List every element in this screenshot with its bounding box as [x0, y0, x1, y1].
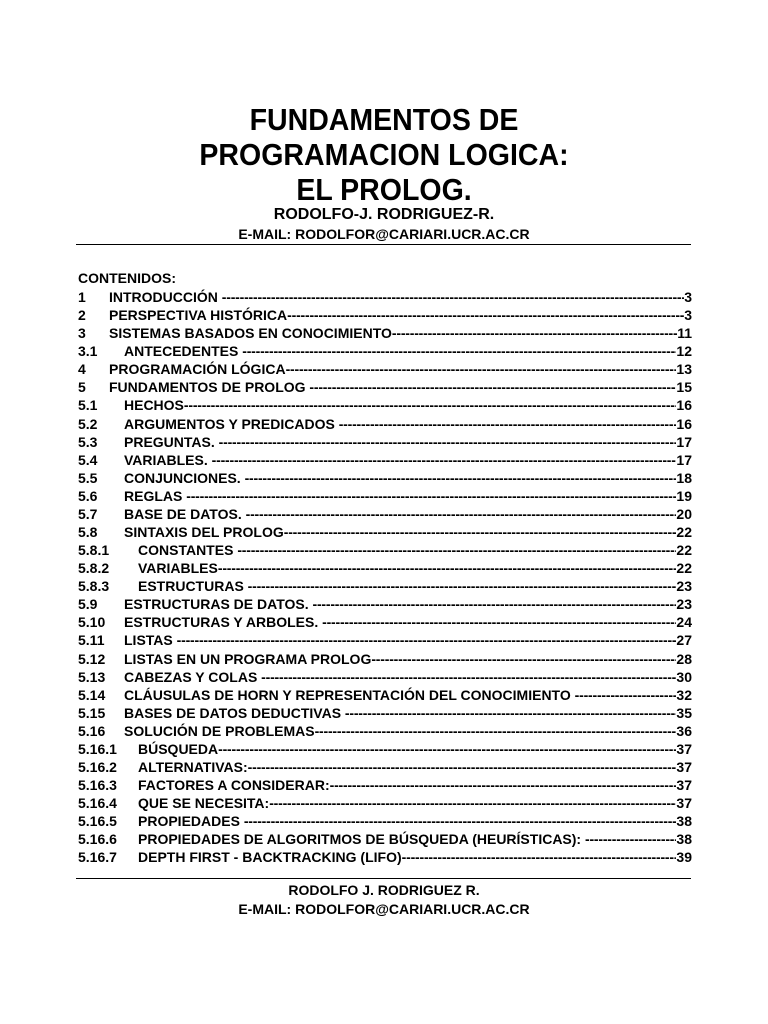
toc-entry-leader — [339, 415, 677, 433]
toc-entry-title: SISTEMAS BASADOS EN CONOCIMIENTO — [109, 325, 392, 342]
toc-entry-number: 3 — [78, 325, 86, 342]
footer-author: RODOLFO J. RODRIGUEZ R. — [288, 882, 480, 898]
toc-entry-page: 24 — [676, 614, 692, 631]
toc-entry-leader — [392, 324, 677, 342]
header-divider — [76, 244, 691, 245]
toc-entry-leader — [248, 758, 677, 776]
toc-entry — [78, 758, 692, 776]
table-of-contents — [78, 288, 692, 867]
toc-entry-leader — [246, 505, 677, 523]
toc-entry-title: PROPIEDADES — [138, 813, 244, 830]
toc-entry-title: VARIABLES. — [124, 451, 212, 468]
toc-entry-title: PREGUNTAS. — [124, 433, 219, 450]
toc-entry — [78, 523, 692, 541]
toc-entry — [78, 830, 692, 848]
toc-entry-leader — [244, 812, 677, 830]
toc-entry-page: 36 — [676, 722, 692, 739]
toc-entry — [78, 848, 692, 866]
toc-entry-leader — [219, 433, 677, 451]
toc-entry-title: INTRODUCCIÓN — [109, 289, 222, 305]
toc-entry-number: 5.12 — [78, 650, 106, 667]
toc-entry-title: BÚSQUEDA — [138, 740, 219, 757]
toc-entry-leader — [269, 794, 676, 812]
toc-entry-title: ARGUMENTOS Y PREDICADOS — [124, 415, 339, 432]
toc-entry — [78, 306, 692, 324]
toc-entry-page: 19 — [676, 487, 692, 504]
toc-entry — [78, 740, 692, 758]
toc-entry-number: 5.16 — [78, 722, 106, 739]
toc-entry — [78, 378, 692, 396]
toc-entry-page: 38 — [676, 831, 692, 848]
toc-entry — [78, 559, 692, 577]
toc-entry — [78, 812, 692, 830]
toc-entry-title: PROGRAMACIÓN LÓGICA — [109, 361, 286, 378]
toc-entry-leader — [248, 577, 677, 595]
toc-entry — [78, 451, 692, 469]
toc-entry — [78, 288, 692, 306]
toc-entry-leader — [313, 595, 677, 613]
toc-entry — [78, 541, 692, 559]
toc-entry-number: 2 — [78, 307, 86, 324]
toc-entry-title: CLÁUSULAS DE HORN Y REPRESENTACIÓN DEL CONOCIMIENTO — [124, 686, 575, 703]
toc-entry-number: 5.9 — [78, 596, 98, 613]
author-name: RODOLFO-J. RODRIGUEZ-R. — [273, 206, 495, 223]
toc-entry — [78, 595, 692, 613]
toc-entry-number: 5.8.2 — [78, 560, 110, 577]
toc-entry-number: 5.5 — [78, 469, 98, 486]
title-line-1: FUNDAMENTOS DE — [249, 102, 519, 137]
toc-entry-number: 5.14 — [78, 686, 106, 703]
toc-entry-number: 5.11 — [78, 632, 105, 649]
toc-entry-page: 3 — [684, 307, 692, 324]
toc-entry — [78, 396, 692, 414]
toc-entry-leader — [261, 668, 676, 686]
toc-entry-title: PROPIEDADES DE ALGORITMOS DE BÚSQUEDA (HEURÍSTICAS): — [138, 831, 585, 848]
toc-entry-page: 35 — [676, 704, 692, 721]
title-line-2: PROGRAMACION LOGICA: — [199, 137, 569, 172]
toc-entry-number: 5.8.1 — [78, 542, 110, 559]
toc-entry — [78, 342, 692, 360]
toc-entry-title: CABEZAS Y COLAS — [124, 668, 262, 685]
toc-entry-leader — [585, 830, 676, 848]
toc-entry-page: 16 — [676, 397, 692, 414]
toc-entry-title: ESTRUCTURAS Y ARBOLES. — [124, 614, 323, 631]
contents-heading: CONTENIDOS: — [78, 270, 176, 286]
toc-entry-number: 3.1 — [78, 343, 98, 360]
footer-divider — [76, 878, 691, 879]
toc-entry-title: SOLUCIÓN DE PROBLEMAS — [124, 722, 315, 739]
toc-entry-page: 3 — [684, 289, 692, 305]
toc-entry-number: 1 — [78, 289, 86, 305]
toc-entry-leader — [402, 848, 677, 866]
toc-entry-number: 4 — [78, 361, 86, 378]
toc-entry-leader — [287, 306, 684, 324]
toc-entry-leader — [177, 631, 677, 649]
toc-entry-leader — [345, 704, 677, 722]
toc-entry-page: 30 — [676, 668, 692, 685]
toc-entry-page: 37 — [676, 795, 692, 812]
toc-entry — [78, 324, 692, 342]
toc-entry-number: 5.8.3 — [78, 578, 110, 595]
toc-entry-title: REGLAS — [124, 487, 187, 504]
toc-entry-leader — [315, 722, 677, 740]
toc-entry-number: 5.10 — [78, 614, 106, 631]
toc-entry-title: HECHOS — [124, 397, 184, 414]
toc-entry-page: 32 — [676, 686, 692, 703]
toc-entry-page: 18 — [676, 469, 692, 486]
toc-entry-title: SINTAXIS DEL PROLOG — [124, 524, 284, 541]
toc-entry — [78, 704, 692, 722]
toc-entry — [78, 668, 692, 686]
toc-entry — [78, 776, 692, 794]
toc-entry-page: 22 — [676, 542, 692, 559]
toc-entry-number: 5.16.5 — [78, 813, 117, 830]
toc-entry-title: FUNDAMENTOS DE PROLOG — [109, 379, 310, 396]
toc-entry-number: 5.8 — [78, 524, 98, 541]
toc-entry-title: FACTORES A CONSIDERAR: — [138, 777, 330, 794]
toc-entry-number: 5.2 — [78, 415, 98, 432]
toc-entry-title: BASE DE DATOS. — [124, 505, 246, 522]
toc-entry-leader — [284, 523, 677, 541]
toc-entry-page: 38 — [676, 813, 692, 830]
toc-entry-page: 28 — [676, 650, 692, 667]
toc-entry-page: 37 — [676, 759, 692, 776]
toc-entry-leader — [218, 559, 677, 577]
toc-entry — [78, 487, 692, 505]
toc-entry-title: LISTAS — [124, 632, 177, 649]
toc-entry-page: 22 — [676, 524, 692, 541]
toc-entry-title: VARIABLES — [138, 560, 218, 577]
toc-entry-number: 5.16.7 — [78, 849, 117, 866]
toc-entry — [78, 433, 692, 451]
toc-entry-page: 17 — [676, 451, 692, 468]
toc-entry-page: 17 — [676, 433, 692, 450]
toc-entry-title: BASES DE DATOS DEDUCTIVAS — [124, 704, 345, 721]
toc-entry-leader — [212, 451, 677, 469]
toc-entry-number: 5.3 — [78, 433, 98, 450]
toc-entry-title: CONSTANTES — [138, 542, 238, 559]
toc-entry-page: 11 — [677, 325, 692, 342]
toc-entry-leader — [184, 396, 677, 414]
toc-entry-number: 5.1 — [78, 397, 98, 414]
toc-entry-page: 23 — [676, 578, 692, 595]
toc-entry-leader — [575, 686, 677, 704]
toc-entry — [78, 722, 692, 740]
toc-entry-number: 5.4 — [78, 451, 98, 468]
toc-entry-title: QUE SE NECESITA: — [138, 795, 270, 812]
footer-email: E-MAIL: RODOLFOR@CARIARI.UCR.AC.CR — [238, 901, 530, 917]
toc-entry — [78, 577, 692, 595]
toc-entry-number: 5.13 — [78, 668, 106, 685]
author-email: E-MAIL: RODOLFOR@CARIARI.UCR.AC.CR — [238, 226, 530, 242]
toc-entry-leader — [286, 360, 677, 378]
toc-entry-number: 5.6 — [78, 487, 98, 504]
toc-entry — [78, 415, 692, 433]
toc-entry-leader — [218, 740, 676, 758]
toc-entry — [78, 794, 692, 812]
toc-entry-page: 37 — [676, 740, 692, 757]
toc-entry-page: 15 — [676, 379, 692, 396]
toc-entry-page: 22 — [676, 560, 692, 577]
toc-entry-title: PERSPECTIVA HISTÓRICA — [109, 307, 288, 324]
toc-entry-leader — [237, 541, 676, 559]
toc-entry-title: DEPTH FIRST - BACKTRACKING (LIFO) — [138, 849, 402, 866]
toc-entry-number: 5 — [78, 379, 86, 396]
toc-entry-number: 5.16.4 — [78, 795, 117, 812]
toc-entry-title: LISTAS EN UN PROGRAMA PROLOG — [124, 650, 372, 667]
toc-entry-page: 37 — [676, 777, 692, 794]
toc-entry-leader — [242, 342, 676, 360]
toc-entry-page: 23 — [676, 596, 692, 613]
toc-entry-title: ANTECEDENTES — [124, 343, 243, 360]
toc-entry-page: 39 — [676, 849, 692, 866]
toc-entry-leader — [186, 487, 676, 505]
toc-entry-number: 5.15 — [78, 704, 106, 721]
toc-entry — [78, 613, 692, 631]
toc-entry-page: 13 — [676, 361, 692, 378]
toc-entry — [78, 650, 692, 668]
document-title — [31, 102, 738, 207]
toc-entry — [78, 505, 692, 523]
toc-entry-page: 20 — [676, 505, 692, 522]
title-line-3: EL PROLOG. — [296, 172, 472, 207]
toc-entry-leader — [309, 378, 676, 396]
toc-entry-number: 5.16.3 — [78, 777, 117, 794]
toc-entry-title: ESTRUCTURAS DE DATOS. — [124, 596, 313, 613]
toc-entry-leader — [222, 288, 684, 306]
toc-entry-number: 5.7 — [78, 505, 98, 522]
toc-entry-title: ESTRUCTURAS — [138, 578, 248, 595]
toc-entry-leader — [245, 469, 677, 487]
toc-entry — [78, 631, 692, 649]
toc-entry-page: 12 — [676, 343, 692, 360]
toc-entry-leader — [330, 776, 677, 794]
toc-entry-leader — [322, 613, 676, 631]
toc-entry-number: 5.16.2 — [78, 759, 117, 776]
toc-entry-page: 16 — [676, 415, 692, 432]
toc-entry-title: CONJUNCIONES. — [124, 469, 245, 486]
toc-entry — [78, 686, 692, 704]
toc-entry-number: 5.16.1 — [78, 740, 117, 757]
toc-entry-leader — [371, 650, 676, 668]
toc-entry — [78, 469, 692, 487]
toc-entry — [78, 360, 692, 378]
toc-entry-title: ALTERNATIVAS: — [138, 759, 248, 776]
toc-entry-number: 5.16.6 — [78, 831, 117, 848]
toc-entry-page: 27 — [676, 632, 692, 649]
